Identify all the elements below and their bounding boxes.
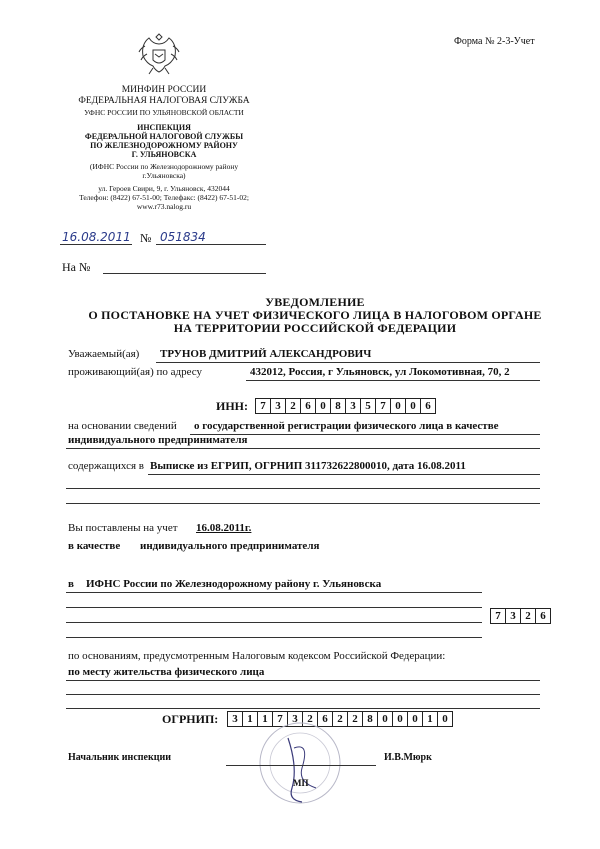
ogrnip-digit: 1 (257, 711, 273, 727)
tax-office-code-digit: 6 (535, 608, 551, 624)
ref-date: 16.08.2011 (62, 230, 131, 244)
basis-label: на основании сведений (68, 420, 177, 432)
inn-digit: 7 (255, 398, 271, 414)
regional-office: УФНС РОССИИ ПО УЛЬЯНОВСКОЙ ОБЛАСТИ (84, 108, 244, 117)
inspection-line2: ФЕДЕРАЛЬНОЙ НАЛОГОВОЙ СЛУЖБЫ (84, 132, 244, 141)
ministry-name: МИНФИН РОССИИ (121, 85, 207, 95)
dear-label: Уважаемый(ая) (68, 348, 140, 360)
inn-digit: 6 (300, 398, 316, 414)
contained-value: Выписке из ЕГРИП, ОГРНИП 311732622800010, дата 16.08.2011 (150, 460, 466, 472)
ogrnip-digit: 0 (407, 711, 423, 727)
title-line3: НА ТЕРРИТОРИИ РОССИЙСКОЙ ФЕДЕРАЦИИ (173, 321, 457, 335)
taxpayer-address: 432012, Россия, г Ульяновск, ул Локомотивная, 70, 2 (250, 366, 510, 378)
ogrnip-digit: 2 (347, 711, 363, 727)
inn-digit: 0 (315, 398, 331, 414)
grounds-value: по месту жительства физического лица (68, 666, 265, 678)
ref-number: 051834 (160, 230, 206, 244)
ogrnip-digit: 2 (302, 711, 318, 727)
as-label: в качестве (68, 540, 121, 552)
address-line3: www.r73.nalog.ru (136, 202, 192, 211)
inspection-line3: ПО ЖЕЛЕЗНОДОРОЖНОМУ РАЙОНУ (90, 141, 238, 150)
in-label: в (68, 578, 74, 590)
title-line2: О ПОСТАНОВКЕ НА УЧЕТ ФИЗИЧЕСКОГО ЛИЦА В НАЛОГОВОМ ОРГАНЕ (88, 308, 542, 322)
ogrnip-digit: 6 (317, 711, 333, 727)
ogrnip-digit: 1 (422, 711, 438, 727)
taxpayer-name: ТРУНОВ ДМИТРИЙ АЛЕКСАНДРОВИЧ (160, 348, 372, 360)
ogrnip-digit: 1 (242, 711, 258, 727)
inn-label: ИНН: (216, 399, 248, 413)
basis-value-line1: о государственной регистрации физического лица в качестве (194, 420, 499, 432)
contained-label: содержащихся в (68, 460, 144, 472)
form-number: Форма № 2-3-Учет (454, 36, 535, 47)
inn-digit: 3 (270, 398, 286, 414)
ogrnip-digit: 0 (392, 711, 408, 727)
coat-of-arms-emblem (135, 28, 183, 78)
ogrnip-digit: 7 (272, 711, 288, 727)
head-name: И.В.Мюрк (384, 752, 432, 763)
residing-label: проживающий(ая) по адресу (68, 366, 203, 378)
document-title (60, 296, 570, 335)
inspection-value: ИФНС России по Железнодорожному району г. Ульяновска (86, 578, 382, 590)
title-line1: УВЕДОМЛЕНИЕ (265, 295, 365, 309)
ogrnip-digit: 0 (437, 711, 453, 727)
inn-digit: 2 (285, 398, 301, 414)
ogrnip-digit: 3 (227, 711, 243, 727)
registered-date: 16.08.2011г. (196, 522, 252, 534)
address-line2: Телефон: (8422) 67-51-00; Телефакс: (8422) 67-51-02; (79, 193, 249, 202)
inspection-label: ИНСПЕКЦИЯ (137, 123, 191, 132)
inn-digit: 3 (345, 398, 361, 414)
inn-digit: 8 (330, 398, 346, 414)
ogrnip-label: ОГРНИП: (162, 712, 219, 726)
address-line1: ул. Героев Свири, 9, г. Ульяновск, 432044 (98, 184, 230, 193)
inn-digit: 7 (375, 398, 391, 414)
inspection-line4: Г. УЛЬЯНОВСКА (131, 150, 197, 159)
inn-digit: 0 (390, 398, 406, 414)
tax-office-code-digit: 7 (490, 608, 506, 624)
tax-office-code-digit: 3 (505, 608, 521, 624)
head-of-inspection-label: Начальник инспекции (68, 752, 171, 763)
inspection-abbr-line2: г.Ульяновска) (142, 171, 186, 180)
tax-office-code-boxes (491, 608, 551, 624)
inn-digit-boxes (256, 398, 436, 414)
ref-number-label: № (140, 231, 152, 245)
ogrnip-digit: 2 (332, 711, 348, 727)
grounds-label: по основаниям, предусмотренным Налоговым кодексом Российской Федерации: (68, 650, 446, 662)
service-name: ФЕДЕРАЛЬНАЯ НАЛОГОВАЯ СЛУЖБА (78, 96, 250, 106)
ogrnip-digit: 0 (377, 711, 393, 727)
authority-block (40, 85, 288, 211)
basis-value-line2: индивидуального предпринимателя (68, 434, 248, 446)
seal-place-label: МП (293, 778, 309, 788)
registered-label: Вы поставлены на учет (68, 522, 178, 534)
inspection-abbr-line1: (ИФНС России по Железнодорожному району (89, 162, 239, 171)
as-value: индивидуального предпринимателя (140, 540, 320, 552)
inn-digit: 0 (405, 398, 421, 414)
tax-office-code-digit: 2 (520, 608, 536, 624)
inn-digit: 5 (360, 398, 376, 414)
ogrnip-digit: 3 (287, 711, 303, 727)
inn-digit: 6 (420, 398, 436, 414)
reply-to-label: На № (62, 260, 91, 274)
ogrnip-digit: 8 (362, 711, 378, 727)
